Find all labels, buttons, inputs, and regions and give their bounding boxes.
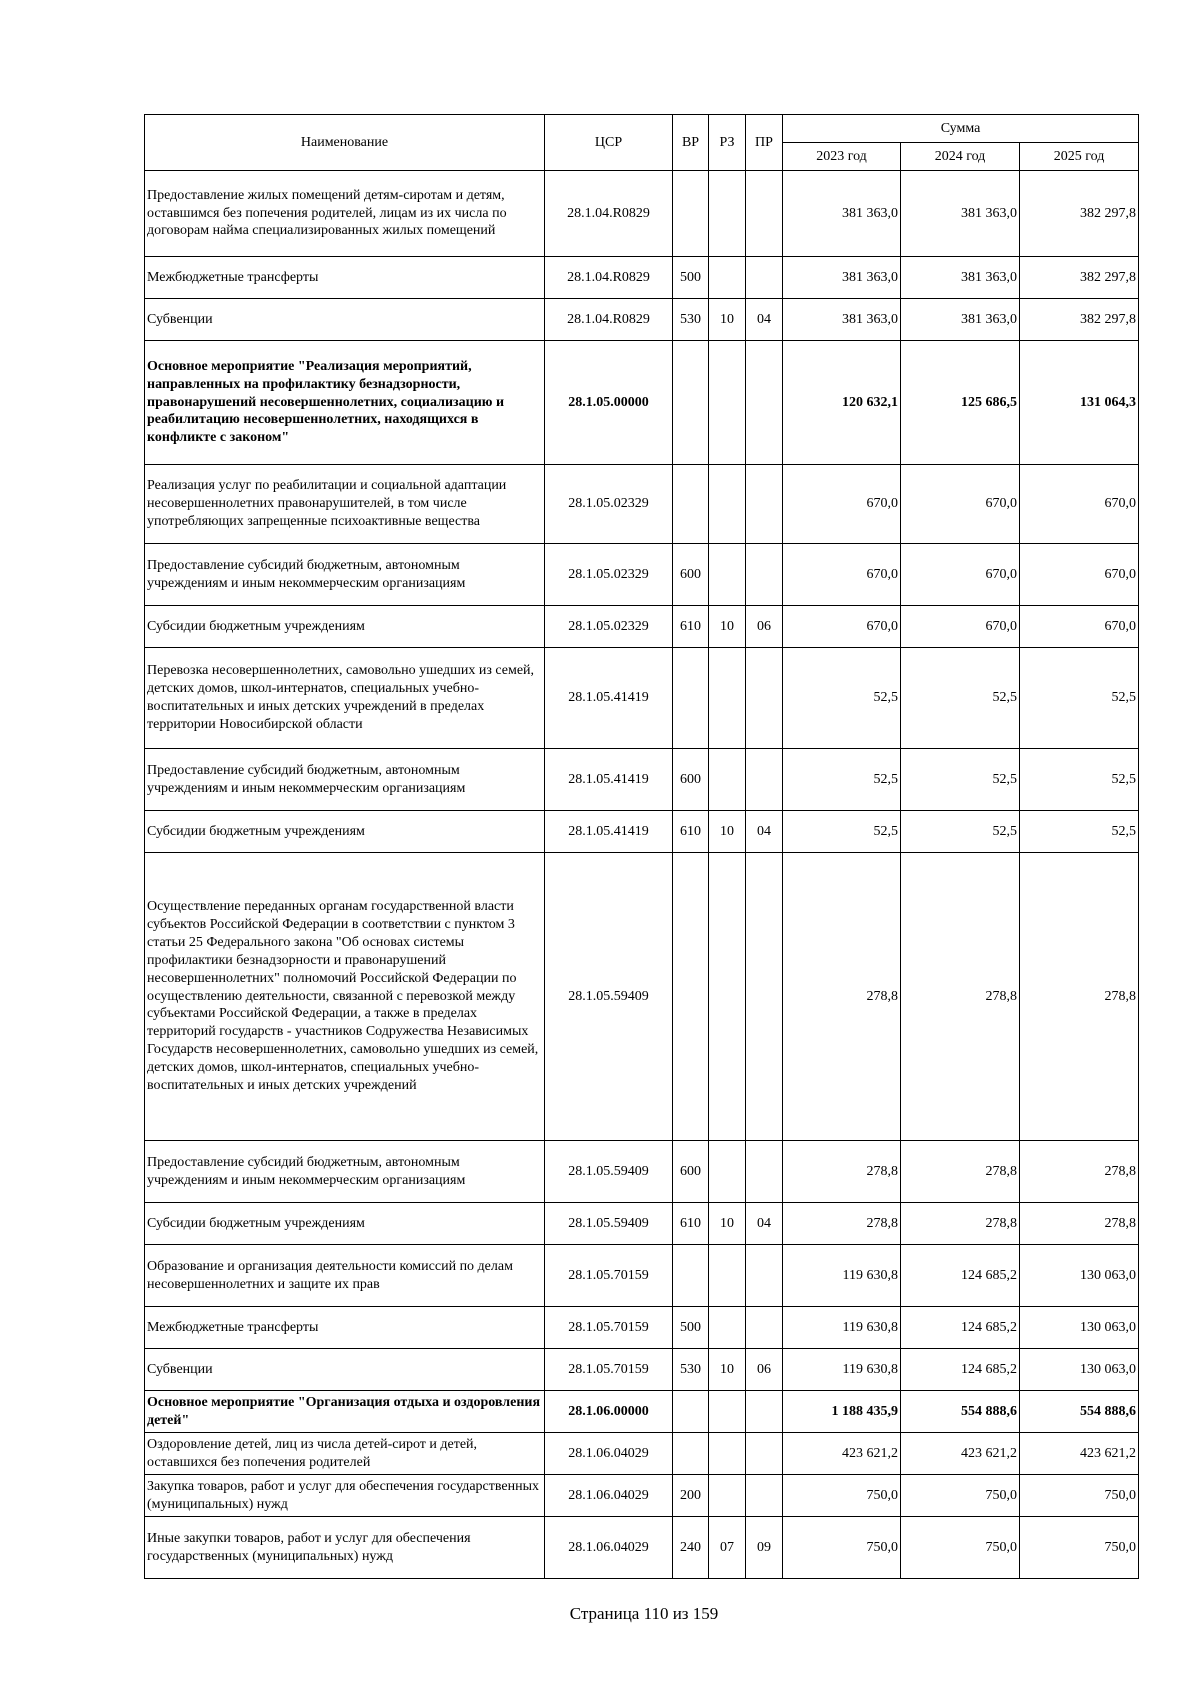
table-row — [145, 1433, 1139, 1475]
row-rz — [709, 648, 746, 749]
row-name: Субсидии бюджетным учреждениям — [145, 1203, 545, 1245]
row-name: Субсидии бюджетным учреждениям — [145, 811, 545, 853]
row-pr: 04 — [746, 1203, 783, 1245]
row-csr: 28.1.05.59409 — [545, 1141, 673, 1203]
row-csr: 28.1.06.04029 — [545, 1475, 673, 1517]
row-csr: 28.1.04.R0829 — [545, 257, 673, 299]
row-csr: 28.1.04.R0829 — [545, 299, 673, 341]
row-sum-2023: 278,8 — [783, 1203, 901, 1245]
row-sum-2025: 382 297,8 — [1020, 299, 1139, 341]
row-csr: 28.1.05.02329 — [545, 606, 673, 648]
row-name: Иные закупки товаров, работ и услуг для обеспечения государственных (муниципальных) нужд — [145, 1517, 545, 1579]
header-sum: Сумма — [783, 115, 1139, 143]
header-year-2024: 2024 год — [901, 143, 1020, 171]
row-sum-2024: 670,0 — [901, 465, 1020, 544]
budget-sheet — [144, 114, 1139, 1579]
row-rz — [709, 1475, 746, 1517]
row-rz: 10 — [709, 299, 746, 341]
row-name: Межбюджетные трансферты — [145, 1307, 545, 1349]
header-vr: ВР — [673, 115, 709, 171]
table-row — [145, 465, 1139, 544]
row-pr — [746, 1475, 783, 1517]
table-row — [145, 299, 1139, 341]
row-pr: 04 — [746, 299, 783, 341]
row-sum-2023: 381 363,0 — [783, 299, 901, 341]
row-name: Субвенции — [145, 1349, 545, 1391]
row-sum-2023: 423 621,2 — [783, 1433, 901, 1475]
row-sum-2023: 750,0 — [783, 1517, 901, 1579]
row-sum-2023: 670,0 — [783, 544, 901, 606]
row-sum-2025: 670,0 — [1020, 544, 1139, 606]
table-row — [145, 1245, 1139, 1307]
row-pr: 04 — [746, 811, 783, 853]
row-csr: 28.1.05.02329 — [545, 465, 673, 544]
table-row — [145, 853, 1139, 1141]
row-csr: 28.1.05.59409 — [545, 1203, 673, 1245]
row-sum-2023: 278,8 — [783, 1141, 901, 1203]
row-sum-2024: 381 363,0 — [901, 299, 1020, 341]
row-vr — [673, 853, 709, 1141]
table-row — [145, 1203, 1139, 1245]
row-sum-2023: 381 363,0 — [783, 171, 901, 257]
row-name: Реализация услуг по реабилитации и социальной адаптации несовершеннолетних правонарушителей, в том числе употребляющих запрещенные психоактивные вещества — [145, 465, 545, 544]
row-sum-2024: 125 686,5 — [901, 341, 1020, 465]
row-pr — [746, 171, 783, 257]
row-pr — [746, 1307, 783, 1349]
row-sum-2025: 130 063,0 — [1020, 1307, 1139, 1349]
row-name: Закупка товаров, работ и услуг для обеспечения государственных (муниципальных) нужд — [145, 1475, 545, 1517]
row-vr: 600 — [673, 1141, 709, 1203]
row-csr: 28.1.04.R0829 — [545, 171, 673, 257]
row-sum-2024: 670,0 — [901, 544, 1020, 606]
row-sum-2024: 750,0 — [901, 1475, 1020, 1517]
row-name: Субсидии бюджетным учреждениям — [145, 606, 545, 648]
row-rz — [709, 1307, 746, 1349]
row-sum-2025: 52,5 — [1020, 749, 1139, 811]
table-row — [145, 648, 1139, 749]
row-csr: 28.1.05.70159 — [545, 1307, 673, 1349]
row-rz: 10 — [709, 1349, 746, 1391]
row-rz — [709, 1141, 746, 1203]
header-rz: РЗ — [709, 115, 746, 171]
table-row — [145, 171, 1139, 257]
row-sum-2023: 52,5 — [783, 749, 901, 811]
row-sum-2023: 52,5 — [783, 648, 901, 749]
row-sum-2023: 52,5 — [783, 811, 901, 853]
row-sum-2025: 750,0 — [1020, 1517, 1139, 1579]
row-name: Основное мероприятие "Организация отдыха и оздоровления детей" — [145, 1391, 545, 1433]
row-rz — [709, 1391, 746, 1433]
row-csr: 28.1.06.04029 — [545, 1517, 673, 1579]
row-csr: 28.1.05.59409 — [545, 853, 673, 1141]
row-sum-2025: 278,8 — [1020, 1141, 1139, 1203]
row-sum-2023: 670,0 — [783, 465, 901, 544]
row-csr: 28.1.05.70159 — [545, 1245, 673, 1307]
row-sum-2024: 381 363,0 — [901, 257, 1020, 299]
row-sum-2025: 750,0 — [1020, 1475, 1139, 1517]
row-vr — [673, 465, 709, 544]
row-name: Перевозка несовершеннолетних, самовольно ушедших из семей, детских домов, школ-интернатов, специальных учебно-воспитательных и иных детских учреждений в пределах территории Новосибирской области — [145, 648, 545, 749]
row-csr: 28.1.05.00000 — [545, 341, 673, 465]
row-sum-2024: 278,8 — [901, 1141, 1020, 1203]
row-csr: 28.1.06.04029 — [545, 1433, 673, 1475]
table-row — [145, 1307, 1139, 1349]
row-sum-2023: 120 632,1 — [783, 341, 901, 465]
row-sum-2025: 382 297,8 — [1020, 257, 1139, 299]
table-row — [145, 544, 1139, 606]
row-sum-2025: 130 063,0 — [1020, 1245, 1139, 1307]
row-vr: 530 — [673, 1349, 709, 1391]
row-vr: 600 — [673, 544, 709, 606]
row-rz — [709, 465, 746, 544]
row-name: Предоставление субсидий бюджетным, автономным учреждениям и иным некоммерческим организациям — [145, 749, 545, 811]
row-pr — [746, 341, 783, 465]
row-sum-2024: 423 621,2 — [901, 1433, 1020, 1475]
row-pr — [746, 544, 783, 606]
row-name: Субвенции — [145, 299, 545, 341]
row-sum-2023: 278,8 — [783, 853, 901, 1141]
table-row — [145, 1349, 1139, 1391]
row-rz — [709, 1245, 746, 1307]
row-sum-2023: 381 363,0 — [783, 257, 901, 299]
row-sum-2024: 278,8 — [901, 1203, 1020, 1245]
row-vr — [673, 648, 709, 749]
row-sum-2023: 119 630,8 — [783, 1245, 901, 1307]
table-row-main-event — [145, 341, 1139, 465]
row-vr: 610 — [673, 606, 709, 648]
row-vr: 500 — [673, 1307, 709, 1349]
row-pr — [746, 853, 783, 1141]
row-name: Межбюджетные трансферты — [145, 257, 545, 299]
row-sum-2025: 52,5 — [1020, 648, 1139, 749]
row-name: Образование и организация деятельности комиссий по делам несовершеннолетних и защите их прав — [145, 1245, 545, 1307]
row-name: Предоставление субсидий бюджетным, автономным учреждениям и иным некоммерческим организациям — [145, 1141, 545, 1203]
row-csr: 28.1.05.02329 — [545, 544, 673, 606]
row-rz: 07 — [709, 1517, 746, 1579]
row-sum-2024: 750,0 — [901, 1517, 1020, 1579]
row-rz — [709, 257, 746, 299]
row-sum-2025: 423 621,2 — [1020, 1433, 1139, 1475]
row-name: Предоставление жилых помещений детям-сиротам и детям, оставшимся без попечения родителей, лицам из их числа по договорам найма специализированных жилых помещений — [145, 171, 545, 257]
row-pr — [746, 648, 783, 749]
row-pr: 06 — [746, 606, 783, 648]
row-sum-2025: 670,0 — [1020, 606, 1139, 648]
row-rz — [709, 749, 746, 811]
row-pr — [746, 1141, 783, 1203]
row-sum-2023: 670,0 — [783, 606, 901, 648]
table-row — [145, 1475, 1139, 1517]
row-rz — [709, 1433, 746, 1475]
row-pr — [746, 1245, 783, 1307]
row-pr — [746, 465, 783, 544]
row-vr — [673, 171, 709, 257]
page-number: Страница 110 из 159 — [569, 1604, 719, 1623]
row-sum-2025: 670,0 — [1020, 465, 1139, 544]
row-vr: 530 — [673, 299, 709, 341]
row-vr — [673, 341, 709, 465]
row-pr: 09 — [746, 1517, 783, 1579]
table-row — [145, 257, 1139, 299]
table-row-main-event — [145, 1391, 1139, 1433]
row-name: Оздоровление детей, лиц из числа детей-сирот и детей, оставшихся без попечения родителей — [145, 1433, 545, 1475]
row-csr: 28.1.05.41419 — [545, 648, 673, 749]
row-pr: 06 — [746, 1349, 783, 1391]
row-sum-2024: 124 685,2 — [901, 1349, 1020, 1391]
row-name: Основное мероприятие "Реализация мероприятий, направленных на профилактику безнадзорности, правонарушений несовершеннолетних, социализацию и реабилитацию несовершеннолетних, находящихся в конфликте с законом" — [145, 341, 545, 465]
row-rz: 10 — [709, 1203, 746, 1245]
row-name: Предоставление субсидий бюджетным, автономным учреждениям и иным некоммерческим организациям — [145, 544, 545, 606]
row-sum-2024: 124 685,2 — [901, 1245, 1020, 1307]
row-sum-2024: 278,8 — [901, 853, 1020, 1141]
row-sum-2024: 554 888,6 — [901, 1391, 1020, 1433]
row-sum-2024: 52,5 — [901, 648, 1020, 749]
row-rz — [709, 853, 746, 1141]
header-year-2023: 2023 год — [783, 143, 901, 171]
header-year-2025: 2025 год — [1020, 143, 1139, 171]
row-pr — [746, 1391, 783, 1433]
row-pr — [746, 1433, 783, 1475]
row-sum-2024: 381 363,0 — [901, 171, 1020, 257]
table-row — [145, 1141, 1139, 1203]
row-sum-2025: 278,8 — [1020, 1203, 1139, 1245]
row-vr: 600 — [673, 749, 709, 811]
row-sum-2023: 119 630,8 — [783, 1307, 901, 1349]
table-row — [145, 749, 1139, 811]
table-row — [145, 811, 1139, 853]
row-pr — [746, 749, 783, 811]
row-vr: 610 — [673, 811, 709, 853]
row-rz — [709, 544, 746, 606]
row-rz: 10 — [709, 811, 746, 853]
header-name: Наименование — [145, 115, 545, 171]
row-sum-2025: 131 064,3 — [1020, 341, 1139, 465]
row-sum-2024: 124 685,2 — [901, 1307, 1020, 1349]
row-sum-2025: 554 888,6 — [1020, 1391, 1139, 1433]
row-vr — [673, 1433, 709, 1475]
row-vr: 610 — [673, 1203, 709, 1245]
row-rz — [709, 341, 746, 465]
row-vr — [673, 1245, 709, 1307]
header-pr: ПР — [746, 115, 783, 171]
row-sum-2024: 670,0 — [901, 606, 1020, 648]
row-sum-2023: 750,0 — [783, 1475, 901, 1517]
row-sum-2023: 1 188 435,9 — [783, 1391, 901, 1433]
row-sum-2025: 130 063,0 — [1020, 1349, 1139, 1391]
row-sum-2025: 278,8 — [1020, 853, 1139, 1141]
row-sum-2024: 52,5 — [901, 811, 1020, 853]
row-vr: 240 — [673, 1517, 709, 1579]
row-sum-2025: 382 297,8 — [1020, 171, 1139, 257]
header-csr: ЦСР — [545, 115, 673, 171]
row-csr: 28.1.05.41419 — [545, 749, 673, 811]
row-csr: 28.1.05.41419 — [545, 811, 673, 853]
row-sum-2024: 52,5 — [901, 749, 1020, 811]
budget-table — [144, 114, 1139, 1579]
row-csr: 28.1.05.70159 — [545, 1349, 673, 1391]
table-row — [145, 606, 1139, 648]
row-csr: 28.1.06.00000 — [545, 1391, 673, 1433]
row-name: Осуществление переданных органам государственной власти субъектов Российской Федерации в соответствии с пунктом 3 статьи 25 Федерального закона "Об основах системы профилактики безнадзорности и правонарушений несовершеннолетних" полномочий Российской Федерации по осуществлению деятельности, связанной с перевозкой между субъектами Российской Федерации, а также в пределах территорий государств - участников Содружества Независимых Государств несовершеннолетних, самовольно ушедших из семей, детских домов, школ-интернатов, специальных учебно-воспитательных и иных детских учреждений — [145, 853, 545, 1141]
table-row — [145, 1517, 1139, 1579]
row-rz — [709, 171, 746, 257]
row-sum-2025: 52,5 — [1020, 811, 1139, 853]
row-rz: 10 — [709, 606, 746, 648]
row-pr — [746, 257, 783, 299]
row-sum-2023: 119 630,8 — [783, 1349, 901, 1391]
row-vr: 200 — [673, 1475, 709, 1517]
row-vr — [673, 1391, 709, 1433]
row-vr: 500 — [673, 257, 709, 299]
